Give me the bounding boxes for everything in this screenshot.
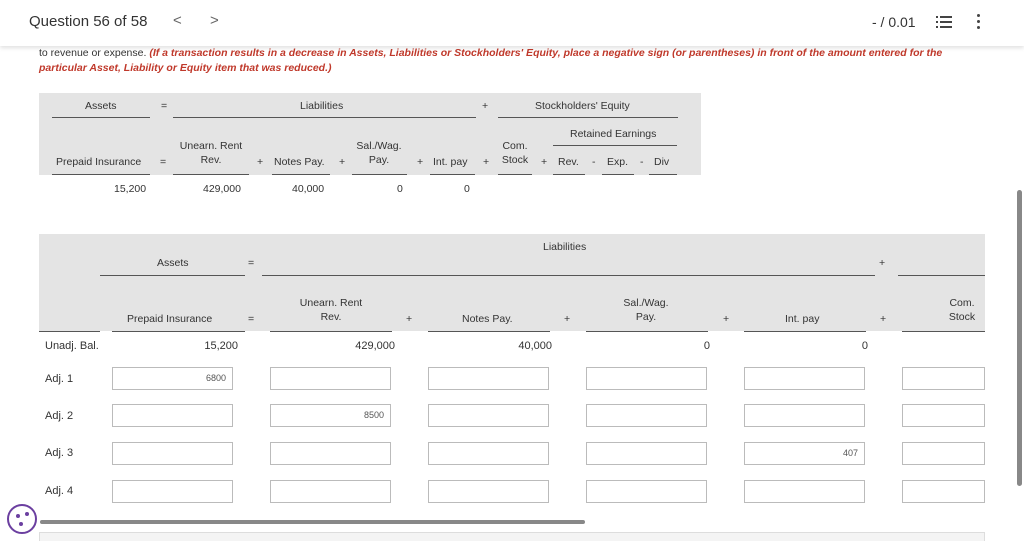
question-content — [0, 46, 1024, 541]
t2-divider — [898, 275, 985, 276]
t2-col-intpay: Int. pay — [785, 313, 820, 325]
t1-col-underline — [498, 174, 532, 175]
t2-col-notes: Notes Pay. — [462, 313, 513, 325]
instructions-emphasis: (If a transaction results in a decrease in Assets, Liabilities or Stockholders' Equity, place a negative sign (or parentheses) in front of the amount entered for the particular Asset, Liability or Equity item that was reduced.) — [39, 47, 943, 74]
adj1-notes-input[interactable] — [428, 367, 549, 390]
t2-divider — [100, 275, 245, 276]
instructions-text: to revenue or expense. — [39, 47, 150, 59]
t1-plus: + — [257, 156, 264, 168]
t1-retained-earnings: Retained Earnings — [570, 128, 657, 140]
adj3-notes-input[interactable] — [428, 442, 549, 465]
t1-plus: + — [417, 156, 424, 168]
unadj-unearn: 429,000 — [355, 340, 395, 352]
t1-col-intpay: Int. pay — [433, 156, 468, 168]
adj3-salwag-input[interactable] — [586, 442, 707, 465]
t1-col-underline — [52, 174, 150, 175]
t2-col-underline — [586, 331, 708, 332]
t2-col-underline — [39, 331, 100, 332]
cookie-settings-icon[interactable] — [7, 504, 37, 534]
t1-plus: + — [541, 156, 548, 168]
adj2-notes-input[interactable] — [428, 404, 549, 427]
t1-minus: - — [640, 156, 644, 168]
adj4-notes-input[interactable] — [428, 480, 549, 503]
adj4-prepaid-input[interactable] — [112, 480, 233, 503]
t1-val-unearn: 429,000 — [203, 183, 241, 195]
t2-col-prepaid: Prepaid Insurance — [127, 313, 213, 325]
adj4-unearn-input[interactable] — [270, 480, 391, 503]
t2-col-eq: = — [248, 313, 255, 325]
adj3-prepaid-input[interactable] — [112, 442, 233, 465]
t1-col-prepaid: Prepaid Insurance — [56, 156, 142, 168]
question-header — [0, 0, 1024, 46]
row-label-adj2: Adj. 2 — [45, 410, 74, 422]
t1-col-underline — [430, 174, 475, 175]
adj2-prepaid-input[interactable] — [112, 404, 233, 427]
t1-divider — [553, 145, 677, 146]
t1-col-notes: Notes Pay. — [274, 156, 325, 168]
row-label-adj1: Adj. 1 — [45, 373, 74, 385]
t2-col-comstock: Com. Stock — [948, 297, 976, 323]
t1-liabilities-header: Liabilities — [300, 100, 344, 112]
t1-col-rev: Rev. — [558, 156, 579, 168]
vertical-scrollbar[interactable] — [1017, 190, 1022, 486]
t1-equity-header: Stockholders' Equity — [535, 100, 630, 112]
t2-col-unearn: Unearn. Rent Rev. — [299, 297, 363, 323]
t1-divider — [498, 117, 678, 118]
t2-equals-sign: = — [248, 257, 255, 269]
t1-assets-header: Assets — [85, 100, 117, 112]
t1-col-underline — [649, 174, 677, 175]
t2-col-underline — [902, 331, 985, 332]
t1-col-div: Div — [654, 156, 670, 168]
t1-plus: + — [483, 156, 490, 168]
t1-divider — [173, 117, 476, 118]
t1-col-unearn: Unearn. Rent Rev. — [179, 140, 243, 166]
t1-val-salwag: 0 — [397, 183, 403, 195]
t2-liabilities-header: Liabilities — [543, 241, 587, 253]
t1-col-underline — [352, 174, 407, 175]
next-question-button[interactable]: > — [210, 12, 219, 29]
t2-col-underline — [744, 331, 866, 332]
t1-minus: - — [592, 156, 596, 168]
adj4-comstock-input[interactable] — [902, 480, 985, 503]
t1-col-eq: = — [160, 156, 167, 168]
t2-plus-sign: + — [879, 257, 886, 269]
unadj-salwag: 0 — [703, 340, 710, 352]
instructions — [39, 46, 959, 76]
t1-val-intpay: 0 — [464, 183, 470, 195]
t1-col-exp: Exp. — [607, 156, 629, 168]
more-options-icon[interactable] — [975, 14, 981, 30]
row-label-unadj: Unadj. Bal. — [45, 340, 99, 352]
t2-col-underline — [428, 331, 550, 332]
adj2-intpay-input[interactable] — [744, 404, 865, 427]
t1-col-salwag: Sal./Wag. Pay. — [356, 140, 402, 166]
t1-equals-sign: = — [161, 100, 168, 112]
t1-val-prepaid: 15,200 — [114, 183, 147, 195]
t2-plus: + — [406, 313, 413, 325]
t2-plus: + — [723, 313, 730, 325]
adj3-intpay-input[interactable]: 407 — [744, 442, 865, 465]
t1-col-comstock: Com. Stock — [501, 140, 529, 166]
adj2-comstock-input[interactable] — [902, 404, 985, 427]
question-score: - / 0.01 — [872, 14, 916, 30]
t1-col-underline — [272, 174, 330, 175]
question-counter: Question 56 of 58 — [29, 13, 148, 30]
t1-plus-sign: + — [482, 100, 489, 112]
unadj-intpay: 0 — [861, 340, 868, 352]
bottom-panel — [39, 532, 985, 541]
t1-val-notes: 40,000 — [292, 183, 325, 195]
t2-divider — [262, 275, 875, 276]
t2-plus: + — [564, 313, 571, 325]
adj1-comstock-input[interactable] — [902, 367, 985, 390]
t2-plus: + — [880, 313, 887, 325]
unadj-prepaid: 15,200 — [204, 340, 238, 352]
adj2-unearn-input[interactable]: 8500 — [270, 404, 391, 427]
adj2-salwag-input[interactable] — [586, 404, 707, 427]
t1-col-underline — [173, 174, 249, 175]
previous-question-button[interactable]: < — [173, 12, 182, 29]
adj1-prepaid-input[interactable]: 6800 — [112, 367, 233, 390]
adj1-salwag-input[interactable] — [586, 367, 707, 390]
horizontal-scrollbar[interactable] — [40, 520, 585, 524]
t1-plus: + — [339, 156, 346, 168]
adj3-unearn-input[interactable] — [270, 442, 391, 465]
t2-assets-header: Assets — [157, 257, 189, 269]
t2-col-underline — [112, 331, 245, 332]
t2-col-underline — [270, 331, 392, 332]
t1-divider — [52, 117, 150, 118]
adj1-unearn-input[interactable] — [270, 367, 391, 390]
row-label-adj4: Adj. 4 — [45, 485, 74, 497]
adj3-comstock-input[interactable] — [902, 442, 985, 465]
question-list-icon[interactable] — [936, 15, 952, 29]
t1-col-underline — [602, 174, 634, 175]
t2-col-salwag: Sal./Wag. Pay. — [623, 297, 669, 323]
adj1-intpay-input[interactable] — [744, 367, 865, 390]
adj4-salwag-input[interactable] — [586, 480, 707, 503]
unadj-notes: 40,000 — [518, 340, 552, 352]
adj4-intpay-input[interactable] — [744, 480, 865, 503]
t1-col-underline — [553, 174, 585, 175]
row-label-adj3: Adj. 3 — [45, 447, 74, 459]
